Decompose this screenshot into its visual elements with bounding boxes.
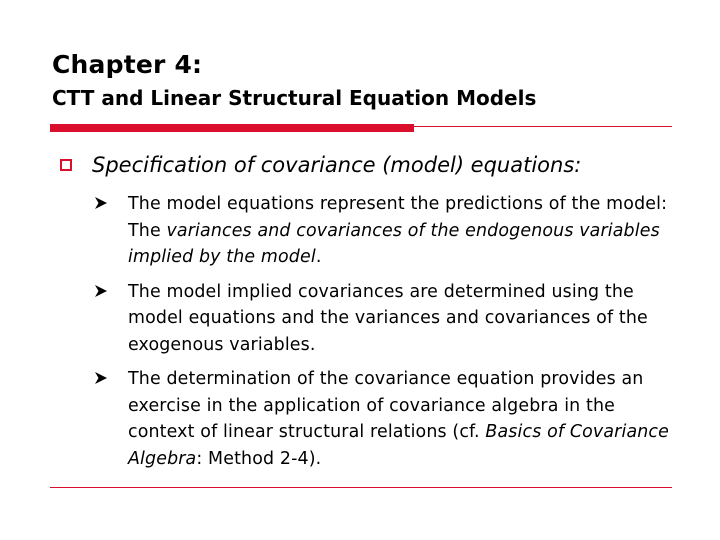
text-segment: The model implied covariances are determined using the model equations and the variances and covariances of the exogenous variables. bbox=[128, 281, 648, 355]
title-divider-thick bbox=[50, 124, 414, 132]
title-divider-thin bbox=[414, 126, 672, 127]
arrowhead-icon bbox=[94, 371, 108, 385]
arrowhead-icon bbox=[94, 284, 108, 298]
text-segment: . bbox=[315, 247, 322, 267]
list-item-text bbox=[128, 279, 684, 359]
text-segment: The determination of the covariance equation provides an exercise in the application of covariance algebra in the context of linear structural relations (cf. bbox=[128, 369, 644, 442]
list-item-text bbox=[128, 366, 684, 472]
text-segment: The model equations represent the predictions of the model: The bbox=[128, 194, 668, 241]
list-item-text bbox=[128, 191, 684, 271]
main-bullet-text: Specification of covariance (model) equations: bbox=[92, 153, 582, 177]
emphasis-text: Basics of Covariance Algebra bbox=[128, 422, 669, 469]
hollow-square-icon bbox=[60, 159, 72, 171]
list-item bbox=[94, 367, 684, 472]
footer-divider bbox=[50, 487, 672, 488]
list-item bbox=[94, 192, 684, 271]
page-title: Chapter 4: bbox=[52, 50, 203, 79]
page-subtitle: CTT and Linear Structural Equation Models bbox=[52, 86, 537, 110]
emphasis-text: variances and covariances of the endogenous variables implied by the model bbox=[128, 220, 660, 267]
arrowhead-icon bbox=[94, 196, 108, 210]
sub-bullet-list bbox=[94, 192, 684, 481]
list-item bbox=[94, 280, 684, 359]
text-segment: : Method 2-4). bbox=[196, 448, 322, 469]
main-bullet bbox=[60, 153, 680, 177]
